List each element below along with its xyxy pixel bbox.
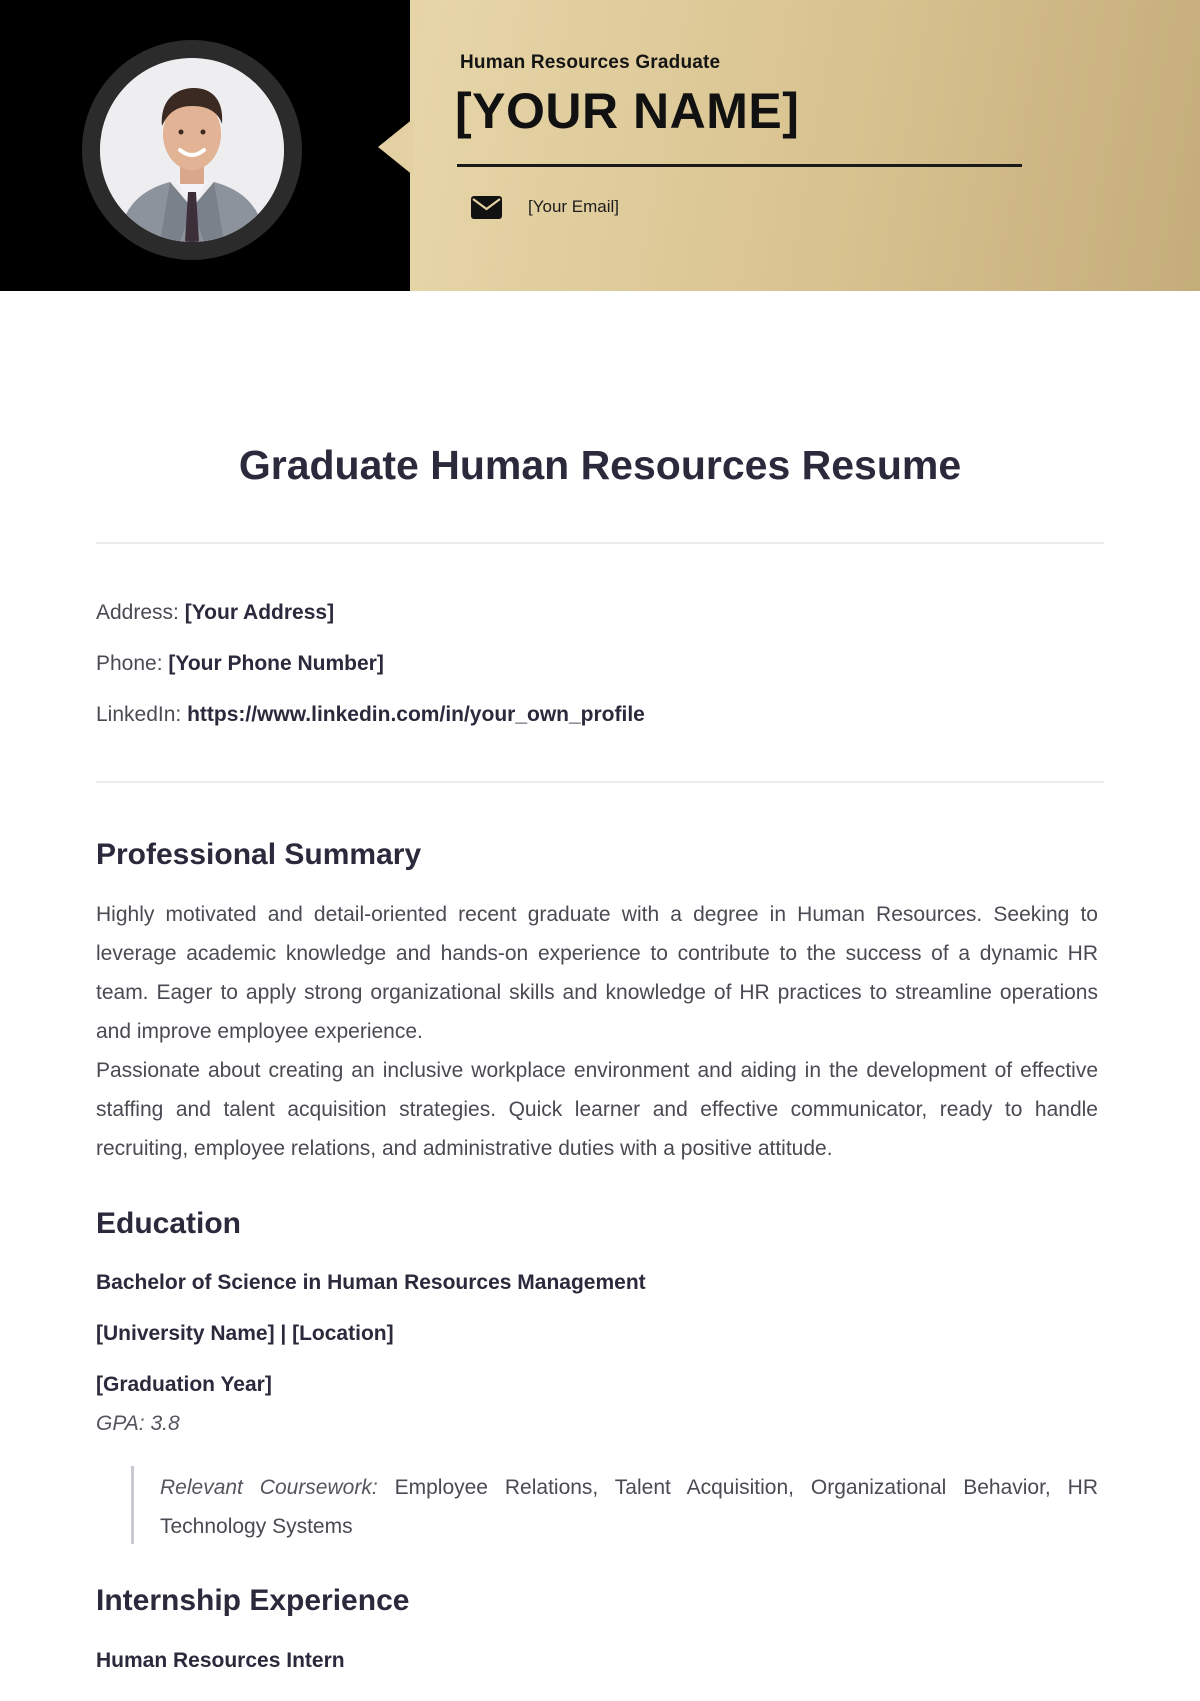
candidate-name: [YOUR NAME] (455, 83, 800, 139)
linkedin-link[interactable]: https://www.linkedin.com/in/your_own_profile (187, 703, 645, 726)
address-label: Address: (96, 601, 179, 624)
job-role: Human Resources Graduate (460, 52, 721, 73)
phone-label: Phone: (96, 652, 163, 675)
education-heading: Education (96, 1207, 242, 1240)
internship-position: Human Resources Intern (96, 1649, 345, 1672)
profile-photo-icon (100, 58, 284, 242)
header-divider (457, 164, 1022, 167)
divider-top (96, 542, 1104, 544)
summary-paragraph-1: Highly motivated and detail-oriented recent graduate with a degree in Human Resources. Seeking to leverage academic knowledge and hands-on experience to contribute to the success of a dynamic HR team. Eager to apply strong organizational skills and knowledge of HR practices to streamline operations and improve employee experience. (96, 903, 1098, 1043)
divider-contact (96, 781, 1104, 783)
coursework-label: Relevant Coursework: (160, 1476, 378, 1499)
coursework-list: Employee Relations, Talent Acquisition, Organizational Behavior, HR Technology Systems (160, 1476, 1099, 1538)
summary-heading: Professional Summary (96, 838, 422, 871)
avatar (100, 58, 284, 242)
contact-linkedin (96, 703, 645, 727)
education-school: [University Name] | [Location] (96, 1322, 394, 1345)
address-value: [Your Address] (184, 601, 335, 624)
phone-value: [Your Phone Number] (168, 652, 384, 675)
education-gpa: GPA: 3.8 (96, 1412, 180, 1435)
coursework-quote-bar (131, 1466, 134, 1544)
linkedin-label: LinkedIn: (96, 703, 182, 726)
education-degree: Bachelor of Science in Human Resources Management (96, 1271, 646, 1294)
summary-paragraph-2: Passionate about creating an inclusive workplace environment and aiding in the development of effective staffing and talent acquisition strategies. Quick learner and effective communicator, ready to handle recruiting, employee relations, and administrative duties with a positive attitude. (96, 1059, 1098, 1160)
resume-header (0, 0, 1200, 291)
contact-address (96, 601, 334, 625)
header-notch (378, 118, 414, 176)
coursework-block (160, 1468, 1098, 1546)
internship-heading: Internship Experience (96, 1584, 410, 1617)
email-value: [Your Email] (528, 197, 620, 216)
contact-phone (96, 652, 384, 676)
page-title: Graduate Human Resources Resume (238, 442, 962, 488)
education-year: [Graduation Year] (96, 1373, 272, 1396)
envelope-icon (471, 196, 502, 219)
